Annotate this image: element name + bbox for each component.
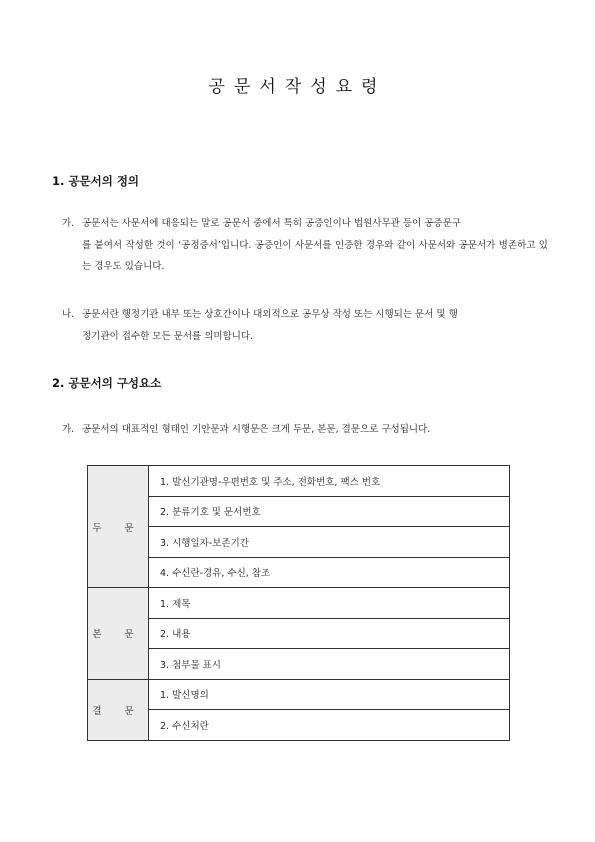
table-row [88, 649, 510, 680]
group-cell-closing: 결 문 [88, 679, 149, 740]
table-cell: 3. 시행일자-보존기간 [149, 527, 510, 558]
table-row [88, 679, 510, 710]
section-1-item-a [62, 213, 548, 278]
item-label: 가. [62, 424, 75, 435]
item-label: 나. [62, 309, 75, 320]
item-continuation: 를 붙여서 작성한 것이 ‘공정증서’입니다. 공증인이 사문서를 인증한 경우와 같이 사문서와 공문서가 병존하고 있는 경우도 있습니다. [82, 239, 548, 272]
table-cell: 4. 수신란-경유, 수신, 참조 [149, 557, 510, 588]
table-cell: 2. 분류기호 및 문서번호 [149, 496, 510, 527]
table-row [88, 710, 510, 741]
group-cell-header: 두 문 [88, 466, 149, 588]
item-continuation: 정기관이 접수한 모든 문서를 의미합니다. [82, 330, 254, 342]
table-row [88, 496, 510, 527]
structure-table [87, 465, 510, 741]
table-cell: 1. 발신기관명-우편번호 및 주소, 전화번호, 팩스 번호 [149, 466, 510, 497]
item-label: 가. [62, 218, 75, 229]
item-line-1: 공문서는 사문서에 대응되는 말로 공문서 중에서 특히 공증인이나 법원사무관 등이 공증문구 [82, 218, 461, 229]
section-2-item-a [62, 419, 548, 441]
table-row [88, 466, 510, 497]
table-row [88, 557, 510, 588]
group-cell-body: 본 문 [88, 588, 149, 680]
table-cell: 2. 수신처란 [149, 710, 510, 741]
table-cell: 1. 제목 [149, 588, 510, 619]
table-row [88, 527, 510, 558]
item-line-1: 공문서의 대표적인 형태인 기안문과 시행문은 크게 두문, 본문, 결문으로 구성됩니다. [82, 424, 431, 435]
table-row [88, 588, 510, 619]
table-cell: 3. 첨부물 표시 [149, 649, 510, 680]
section-2-heading: 2. 공문서의 구성요소 [52, 376, 162, 390]
section-1-item-b [62, 304, 548, 347]
table-row [88, 618, 510, 649]
table-cell: 2. 내용 [149, 618, 510, 649]
table-cell: 1. 발신명의 [149, 679, 510, 710]
section-1-heading: 1. 공문서의 정의 [52, 174, 140, 188]
item-line-1: 공문서란 행정기관 내부 또는 상호간이나 대외적으로 공무상 작성 또는 시행되는 문서 및 행 [82, 309, 458, 320]
document-title: 공문서작성요령 [208, 77, 387, 97]
